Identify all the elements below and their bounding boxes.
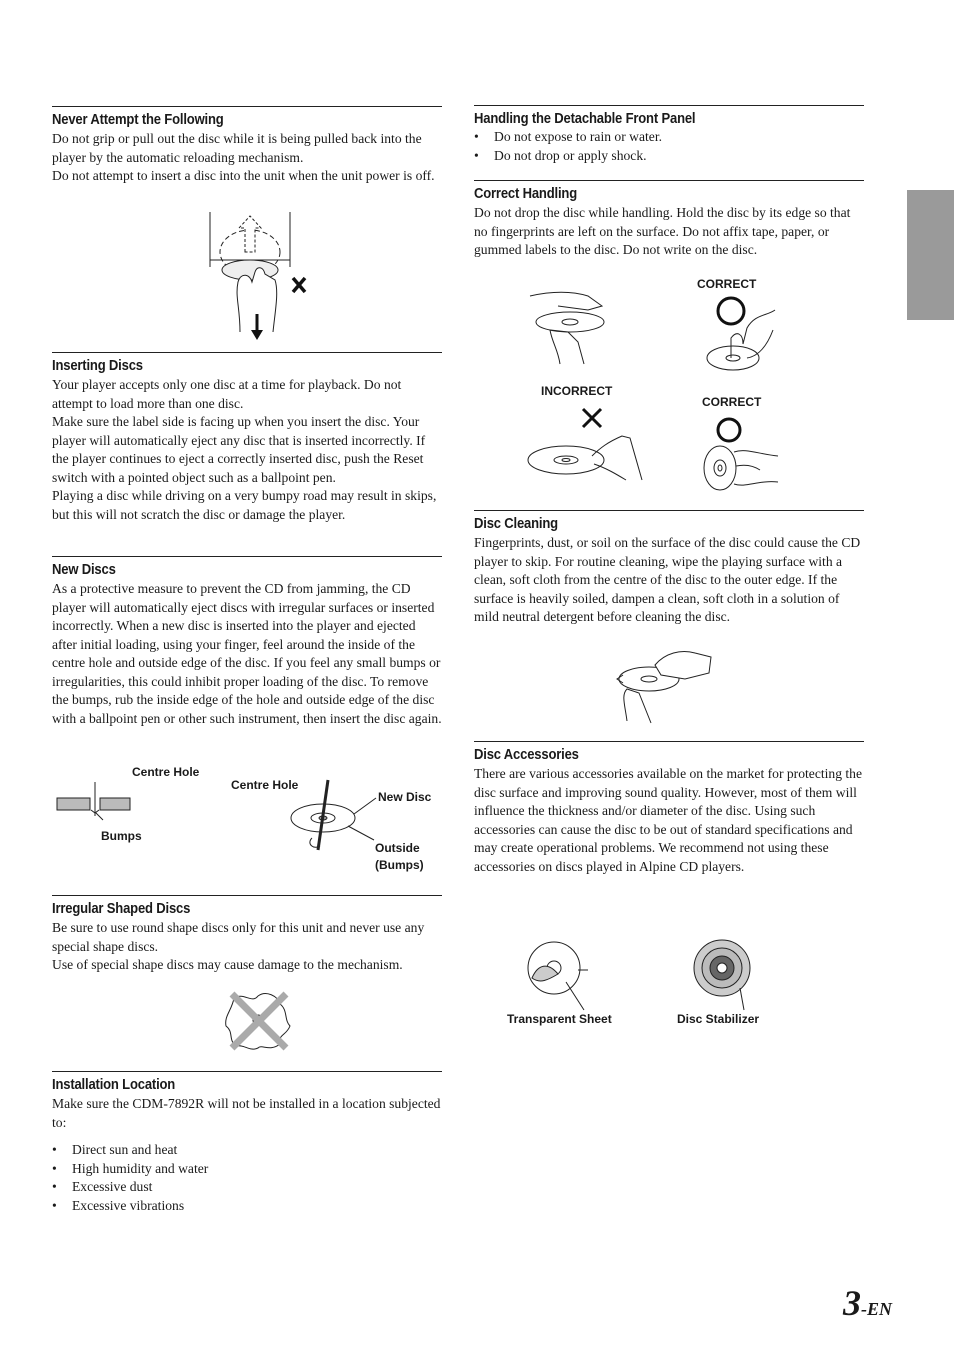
paragraph: Be sure to use round shape discs only for this unit and never use any special shape discs. [52,920,425,954]
hands-holding-disc-illustration [528,286,618,366]
paragraph: Make sure the CDM-7892R will not be installed in a location subjected to: [52,1096,441,1130]
label-correct: CORRECT [697,277,757,291]
section-title: Installation Location [52,1077,176,1093]
paragraph: Use of special shape discs may cause damage to the mechanism. [52,957,403,972]
paragraph: Your player accepts only one disc at a time for playback. Do not attempt to load more than one disc. [52,377,402,411]
paragraph: Make sure the label side is facing up when you insert the disc. Your player will automatically eject any disc that is inserted incorrectly. If the player continues to eject a correctly inserted disc, push the Reset switch with a pointed object such as a ballpoint pen. [52,414,426,485]
section-disc-cleaning [474,510,864,627]
list-item: • High humidity and water [52,1160,442,1179]
paragraph: As a protective measure to prevent the CD from jamming, the CD player will automatically eject discs with irregular surfaces or inserted incorrectly. When a new disc is inserted into the player and ejected after initial loading, using your finger, feel around the inside of the centre hole and outside edge of the disc. If you feel any small bumps or irregularities, this could inhibit proper loading of the disc. To remove the bumps, rub the inside edge of the hole and outside edge of the disc with a ballpoint pen or other such instrument, then insert the disc again. [52,581,442,726]
section-title: Disc Accessories [474,747,579,763]
new-disc-pen-illustration [288,778,368,858]
page-number-suffix: -EN [861,1299,892,1319]
section-never-attempt [52,106,442,186]
section-title: New Discs [52,562,116,578]
disc-stabilizer-illustration [682,938,762,1010]
label-transparent-sheet: Transparent Sheet [507,1012,612,1026]
section-correct-handling [474,180,864,260]
correct-handling-disc-illustration [703,308,779,372]
list-item: • Do not drop or apply shock. [474,147,864,166]
section-inserting-discs [52,352,442,524]
label-disc-stabilizer: Disc Stabilizer [677,1012,760,1026]
section-disc-accessories [474,741,864,876]
label-centre-hole: Centre Hole [231,778,299,792]
list-item: • Do not expose to rain or water. [474,128,864,147]
section-title: Correct Handling [474,186,577,202]
location-list [52,1141,442,1215]
paragraph: Fingerprints, dust, or soil on the surface of the disc could cause the CD player to skip. For routine cleaning, wipe the playing surface with a clean, soft cloth from the centre of the disc to the outer edge. If the surface is heavily soiled, dampen a clean, soft cloth in a solution of mild neutral detergent before cleaning the disc. [474,535,861,624]
label-centre-hole: Centre Hole [132,765,200,779]
paragraph: There are various accessories available on the market for protecting the disc surface and improving sound quality. However, most of them will influence the thickness and/or diameter of the disc. Using such accessories can cause the disc to be out of standard specifications and may create operational problems. We recommend not using these accessories on discs played in Alpine CD players. [474,766,862,874]
panel-list [474,128,864,165]
section-title: Inserting Discs [52,358,143,374]
section-title: Never Attempt the Following [52,112,224,128]
section-irregular-discs [52,895,442,975]
page-number-digit: 3 [843,1283,861,1323]
list-item: • Excessive dust [52,1178,442,1197]
paragraph: Do not attempt to insert a disc into the unit when the unit power is off. [52,168,435,183]
disc-crosssection-illustration [55,780,135,830]
label-bumps: Bumps [101,829,142,843]
incorrect-handling-illustration [526,432,646,482]
label-correct: CORRECT [702,395,762,409]
paragraph: Playing a disc while driving on a very bumpy road may result in skips, but this will not scratch the disc or damage the player. [52,488,437,522]
section-front-panel [474,105,864,165]
paragraph: Do not drop the disc while handling. Hold the disc by its edge so that no fingerprints are left on the surface. Do not affix tape, paper, or gummed labels to the disc. Do not write on the disc. [474,205,851,257]
irregular-disc-illustration [222,990,294,1052]
list-item: • Direct sun and heat [52,1141,442,1160]
correct-marker-2 [715,416,743,444]
label-incorrect: INCORRECT [541,384,613,398]
label-outside: Outside [375,841,420,855]
list-item: • Excessive vibrations [52,1197,442,1216]
side-tab [907,190,954,320]
section-new-discs [52,556,442,728]
section-title: Handling the Detachable Front Panel [474,111,696,127]
label-outside-bumps: (Bumps) [375,858,424,872]
paragraph: Do not grip or pull out the disc while it is being pulled back into the player by the automatic reloading mechanism. [52,131,422,165]
section-installation-location [52,1071,442,1215]
incorrect-marker [580,406,604,430]
label-new-disc: New Disc [378,790,432,804]
section-title: Irregular Shaped Discs [52,901,191,917]
section-title: Disc Cleaning [474,516,558,532]
transparent-sheet-illustration [518,940,598,1012]
disc-cleaning-illustration [615,645,715,725]
edge-grip-illustration [700,442,780,494]
eject-warning-illustration [205,212,315,342]
page-number [843,1282,892,1324]
